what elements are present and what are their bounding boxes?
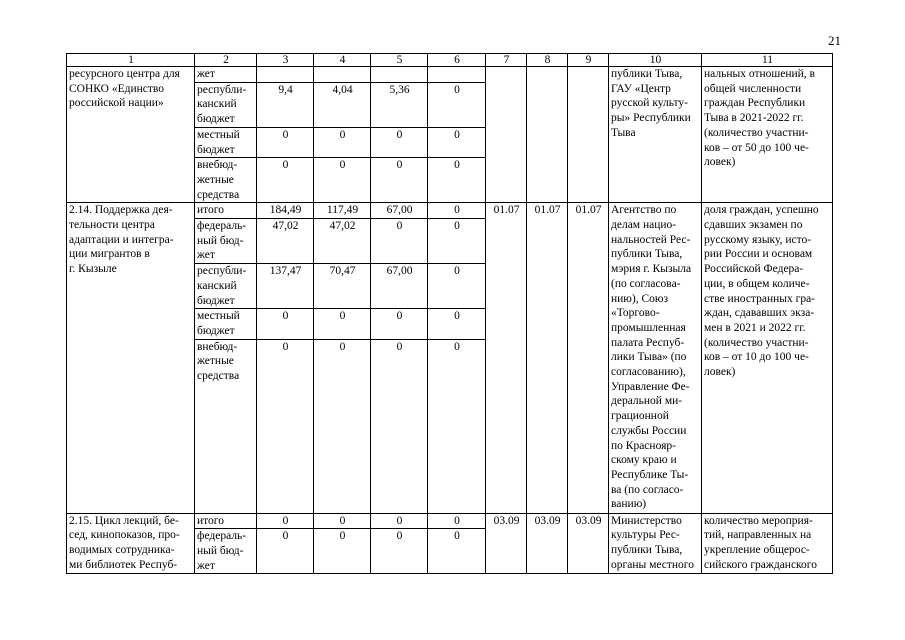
value-col6 xyxy=(428,67,486,83)
value-2021: 117,49 xyxy=(314,203,371,219)
column-header: 9 xyxy=(568,54,609,67)
value-total: 0 xyxy=(257,127,314,157)
value-col6: 0 xyxy=(428,264,486,309)
value-total: 0 xyxy=(257,158,314,203)
value-total: 9,4 xyxy=(257,82,314,127)
indicator-cell: нальных отношений, в общей численности граждан Республики Тыва в 2021-2022 гг. (количество участни- ков – от 50 до 100 че- ловек) xyxy=(702,67,833,203)
value-total xyxy=(257,67,314,83)
value-2021: 0 xyxy=(314,529,371,574)
column-header: 10 xyxy=(609,54,702,67)
funding-source: местный бюджет xyxy=(195,127,257,157)
funding-source: итого xyxy=(195,513,257,529)
value-2022: 0 xyxy=(371,339,428,513)
indicator-cell: доля граждан, успешно сдавших экзамен по русскому языку, исто- рии России и основам Российской Федера- ции, в общем количе- стве иностранных гра- ждан, сдававших экза- мен в 2021 и 2022 гг. (количество участни- ков – от 10 до 100 че- ловек) xyxy=(702,203,833,513)
indicator-cell: количество мероприя- тий, направленных на укрепление общерос- сийского гражданского xyxy=(702,513,833,574)
value-2022: 67,00 xyxy=(371,203,428,219)
column-header: 11 xyxy=(702,54,833,67)
end-date: 03.09 xyxy=(527,513,568,574)
value-2022: 0 xyxy=(371,158,428,203)
start-date xyxy=(486,67,527,203)
column-header: 6 xyxy=(428,54,486,67)
value-col6: 0 xyxy=(428,203,486,219)
value-total: 0 xyxy=(257,309,314,339)
executor-cell: публики Тыва, ГАУ «Центр русской культу- ры» Республики Тыва xyxy=(609,67,702,203)
value-2021: 47,02 xyxy=(314,219,371,264)
value-2021: 0 xyxy=(314,339,371,513)
activity-cell: 2.14. Поддержка дея- тельности центра адаптации и интегра- ции мигрантов в г. Кызыле xyxy=(67,203,195,513)
value-col6: 0 xyxy=(428,309,486,339)
value-total: 0 xyxy=(257,529,314,574)
column-header: 8 xyxy=(527,54,568,67)
deadline-date xyxy=(568,67,609,203)
value-2021: 0 xyxy=(314,158,371,203)
end-date xyxy=(527,67,568,203)
end-date: 01.07 xyxy=(527,203,568,513)
value-2021: 70,47 xyxy=(314,264,371,309)
funding-source: федераль- ный бюд- жет xyxy=(195,529,257,574)
column-header: 7 xyxy=(486,54,527,67)
value-total: 47,02 xyxy=(257,219,314,264)
value-total: 137,47 xyxy=(257,264,314,309)
executor-cell: Агентство по делам нацио- нальностей Рес- публики Тыва, мэрия г. Кызыла (по согласова- нию), Союз «Торгово- промышленная палата Респуб- лики Тыва» (по согласованию), Управление Фе- деральной ми- грационной службы России по Краснояр- скому краю и Республике Ты- ва (по согласо- ванию) xyxy=(609,203,702,513)
value-col6: 0 xyxy=(428,219,486,264)
table-row xyxy=(67,513,833,529)
executor-cell: Министерство культуры Рес- публики Тыва, органы местного xyxy=(609,513,702,574)
funding-source: внебюд- жетные средства xyxy=(195,158,257,203)
value-2021 xyxy=(314,67,371,83)
value-2021: 0 xyxy=(314,309,371,339)
value-col6: 0 xyxy=(428,513,486,529)
value-2022: 0 xyxy=(371,529,428,574)
column-number-row xyxy=(67,54,833,67)
column-header: 1 xyxy=(67,54,195,67)
value-2022: 67,00 xyxy=(371,264,428,309)
funding-source: внебюд- жетные средства xyxy=(195,339,257,513)
funding-source: республи- канский бюджет xyxy=(195,264,257,309)
value-col6: 0 xyxy=(428,529,486,574)
value-total: 0 xyxy=(257,339,314,513)
value-col6: 0 xyxy=(428,127,486,157)
funding-source: местный бюджет xyxy=(195,309,257,339)
value-2022: 5,36 xyxy=(371,82,428,127)
value-2022: 0 xyxy=(371,219,428,264)
column-header: 3 xyxy=(257,54,314,67)
column-header: 5 xyxy=(371,54,428,67)
value-2022 xyxy=(371,67,428,83)
funding-source: федераль- ный бюд- жет xyxy=(195,219,257,264)
value-col6: 0 xyxy=(428,339,486,513)
funding-source: республи- канский бюджет xyxy=(195,82,257,127)
value-2021: 4,04 xyxy=(314,82,371,127)
value-total: 184,49 xyxy=(257,203,314,219)
program-table xyxy=(66,53,833,574)
activity-cell: ресурсного центра для СОНКО «Единство российской нации» xyxy=(67,67,195,203)
value-2021: 0 xyxy=(314,513,371,529)
value-2022: 0 xyxy=(371,127,428,157)
deadline-date: 03.09 xyxy=(568,513,609,574)
page-number: 21 xyxy=(828,33,841,48)
value-total: 0 xyxy=(257,513,314,529)
table-row xyxy=(67,203,833,219)
funding-source: жет xyxy=(195,67,257,83)
value-2022: 0 xyxy=(371,309,428,339)
funding-source: итого xyxy=(195,203,257,219)
table-row xyxy=(67,67,833,83)
value-2022: 0 xyxy=(371,513,428,529)
column-header: 2 xyxy=(195,54,257,67)
column-header: 4 xyxy=(314,54,371,67)
activity-cell: 2.15. Цикл лекций, бе- сед, кинопоказов, про- водимых сотрудника- ми библиотек Респуб- xyxy=(67,513,195,574)
value-col6: 0 xyxy=(428,158,486,203)
value-2021: 0 xyxy=(314,127,371,157)
start-date: 03.09 xyxy=(486,513,527,574)
value-col6: 0 xyxy=(428,82,486,127)
start-date: 01.07 xyxy=(486,203,527,513)
deadline-date: 01.07 xyxy=(568,203,609,513)
